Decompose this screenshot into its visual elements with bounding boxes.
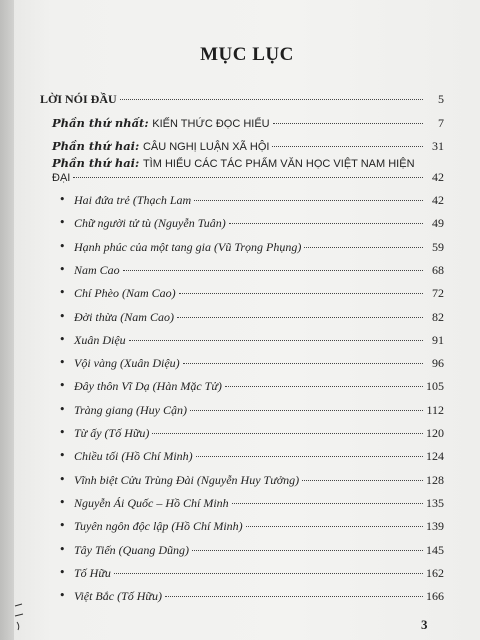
dot-leader bbox=[123, 270, 423, 271]
toc-item[interactable] bbox=[59, 309, 444, 324]
toc-part-title-cont: ĐẠI bbox=[52, 172, 71, 184]
toc-item-label: Tuyên ngôn độc lập (Hồ Chí Minh) bbox=[74, 519, 243, 534]
toc-item-label: Nguyễn Ái Quốc – Hồ Chí Minh bbox=[74, 495, 229, 510]
toc-item[interactable] bbox=[59, 402, 444, 417]
toc-part-lead: Phần thứ hai: bbox=[52, 139, 140, 153]
page-gutter-shadow bbox=[0, 0, 14, 640]
bullet-icon: • bbox=[59, 193, 66, 206]
toc-page-number: 145 bbox=[426, 542, 444, 557]
dot-leader bbox=[73, 177, 423, 178]
pencil-mark-icon bbox=[14, 602, 24, 632]
dot-leader bbox=[196, 456, 423, 457]
dot-leader bbox=[190, 410, 423, 411]
toc-item[interactable] bbox=[59, 519, 444, 534]
toc-item[interactable] bbox=[59, 216, 444, 231]
toc-entry-part-3-line-1[interactable] bbox=[52, 156, 444, 171]
toc-item-label: Chữ người tử tù (Nguyễn Tuân) bbox=[74, 216, 226, 231]
toc-item-label: Hai đứa trẻ (Thạch Lam bbox=[74, 193, 192, 207]
toc-item-label: Tây Tiến (Quang Dũng) bbox=[74, 542, 189, 557]
toc-part-title: CÂU NGHỊ LUẬN XÃ HỘI bbox=[142, 141, 270, 153]
toc-page-number: 59 bbox=[432, 239, 444, 254]
toc-item[interactable] bbox=[59, 449, 444, 464]
toc-page-number: 5 bbox=[438, 92, 444, 106]
page-number: 3 bbox=[421, 617, 428, 632]
toc-entry-part-1[interactable] bbox=[52, 116, 444, 131]
dot-leader bbox=[246, 526, 423, 527]
toc-item-label: Nam Cao bbox=[74, 262, 120, 277]
bullet-icon: • bbox=[59, 519, 66, 533]
toc-part-title: TÌM HIỂU CÁC TÁC PHẨM VĂN HỌC VIỆT NAM HIỆN bbox=[142, 158, 415, 170]
toc-item[interactable] bbox=[59, 286, 444, 301]
dot-leader bbox=[304, 247, 423, 248]
toc-page-number: 124 bbox=[426, 449, 444, 464]
dot-leader bbox=[183, 363, 423, 364]
toc-item-label: Tràng giang (Huy Cận) bbox=[74, 402, 188, 417]
toc-item[interactable] bbox=[59, 239, 444, 254]
toc-entry-preface[interactable] bbox=[40, 92, 444, 106]
dot-leader bbox=[273, 123, 423, 124]
toc-page-number: 105 bbox=[426, 379, 444, 394]
dot-leader bbox=[179, 293, 423, 294]
bullet-icon: • bbox=[59, 379, 66, 393]
toc-page-number: 139 bbox=[426, 519, 444, 534]
page-title: MỤC LỤC bbox=[200, 44, 294, 65]
toc-item-label: Từ ấy (Tố Hữu) bbox=[74, 426, 150, 440]
toc-page-number: 96 bbox=[432, 356, 444, 371]
toc-item[interactable] bbox=[59, 262, 444, 277]
dot-leader bbox=[165, 596, 423, 597]
dot-leader bbox=[232, 503, 423, 504]
bullet-icon: • bbox=[59, 495, 66, 509]
toc-page-number: 91 bbox=[432, 332, 444, 347]
dot-leader bbox=[229, 223, 423, 224]
toc-item-label: Tố Hữu bbox=[74, 565, 111, 580]
dot-leader bbox=[152, 433, 423, 434]
toc-part-lead: Phần thứ hai: bbox=[52, 156, 140, 170]
toc-item-label: Vội vàng (Xuân Diệu) bbox=[74, 356, 180, 371]
toc-part-lead: Phần thứ nhất: bbox=[52, 116, 149, 130]
toc-item[interactable] bbox=[59, 426, 444, 440]
bullet-icon: • bbox=[59, 356, 66, 370]
bullet-icon: • bbox=[59, 309, 66, 323]
toc-page-number: 112 bbox=[426, 402, 444, 417]
dot-leader bbox=[192, 550, 423, 551]
dot-leader bbox=[114, 573, 423, 574]
toc-item-label: Vĩnh biệt Cửu Trùng Đài (Nguyễn Huy Tưởng) bbox=[74, 472, 300, 487]
toc-item[interactable] bbox=[59, 495, 444, 510]
dot-leader bbox=[120, 99, 423, 100]
toc-page-number: 7 bbox=[438, 116, 444, 130]
bullet-icon: • bbox=[59, 332, 66, 346]
toc-page-number: 166 bbox=[426, 589, 444, 604]
bullet-icon: • bbox=[59, 565, 66, 579]
bullet-icon: • bbox=[59, 449, 66, 463]
toc-page-number: 42 bbox=[432, 170, 444, 184]
toc-item[interactable] bbox=[59, 379, 444, 394]
dot-leader bbox=[129, 340, 423, 341]
bullet-icon: • bbox=[59, 216, 66, 230]
bullet-icon: • bbox=[59, 542, 66, 556]
toc-item[interactable] bbox=[59, 589, 444, 604]
toc-entry-part-3-line-2[interactable] bbox=[52, 170, 444, 185]
bullet-icon: • bbox=[59, 589, 66, 603]
table-of-contents bbox=[14, 0, 480, 640]
toc-page-number: 162 bbox=[426, 565, 444, 580]
toc-page-number: 82 bbox=[432, 309, 444, 324]
toc-page-number: 49 bbox=[432, 216, 444, 231]
toc-page-number: 128 bbox=[426, 472, 444, 487]
toc-page-number: 120 bbox=[426, 426, 444, 440]
toc-item[interactable] bbox=[59, 193, 444, 207]
dot-leader bbox=[272, 146, 423, 147]
toc-page-number: 31 bbox=[432, 139, 444, 153]
bullet-icon: • bbox=[59, 262, 66, 276]
bullet-icon: • bbox=[59, 402, 66, 416]
bullet-icon: • bbox=[59, 286, 66, 300]
book-page bbox=[14, 0, 480, 640]
toc-item[interactable] bbox=[59, 332, 444, 347]
toc-item-label: Chí Phèo (Nam Cao) bbox=[74, 286, 176, 301]
bullet-icon: • bbox=[59, 239, 66, 253]
toc-page-number: 135 bbox=[426, 495, 444, 510]
toc-item-label: Đây thôn Vĩ Dạ (Hàn Mặc Tử) bbox=[74, 379, 222, 394]
toc-item-label: Chiều tối (Hồ Chí Minh) bbox=[74, 449, 193, 464]
dot-leader bbox=[177, 317, 423, 318]
toc-item-label: Hạnh phúc của một tang gia (Vũ Trọng Phụng) bbox=[74, 239, 302, 254]
dot-leader bbox=[225, 386, 423, 387]
dot-leader bbox=[194, 200, 423, 201]
bullet-icon: • bbox=[59, 426, 66, 439]
toc-item[interactable] bbox=[59, 542, 444, 557]
toc-item-label: Xuân Diệu bbox=[74, 332, 126, 347]
bullet-icon: • bbox=[59, 472, 66, 486]
toc-item[interactable] bbox=[59, 356, 444, 371]
toc-page-number: 68 bbox=[432, 262, 444, 277]
dot-leader bbox=[302, 480, 423, 481]
toc-item[interactable] bbox=[59, 472, 444, 487]
toc-entry-label: LỜI NÓI ĐẦU bbox=[40, 92, 117, 106]
toc-page-number: 42 bbox=[432, 193, 444, 207]
toc-item[interactable] bbox=[59, 565, 444, 580]
toc-part-title: KIẾN THỨC ĐỌC HIỂU bbox=[152, 118, 270, 130]
toc-entry-part-2[interactable] bbox=[52, 139, 444, 154]
toc-item-label: Việt Bắc (Tố Hữu) bbox=[74, 589, 162, 604]
toc-item-label: Đời thừa (Nam Cao) bbox=[74, 309, 174, 324]
toc-page-number: 72 bbox=[432, 286, 444, 301]
